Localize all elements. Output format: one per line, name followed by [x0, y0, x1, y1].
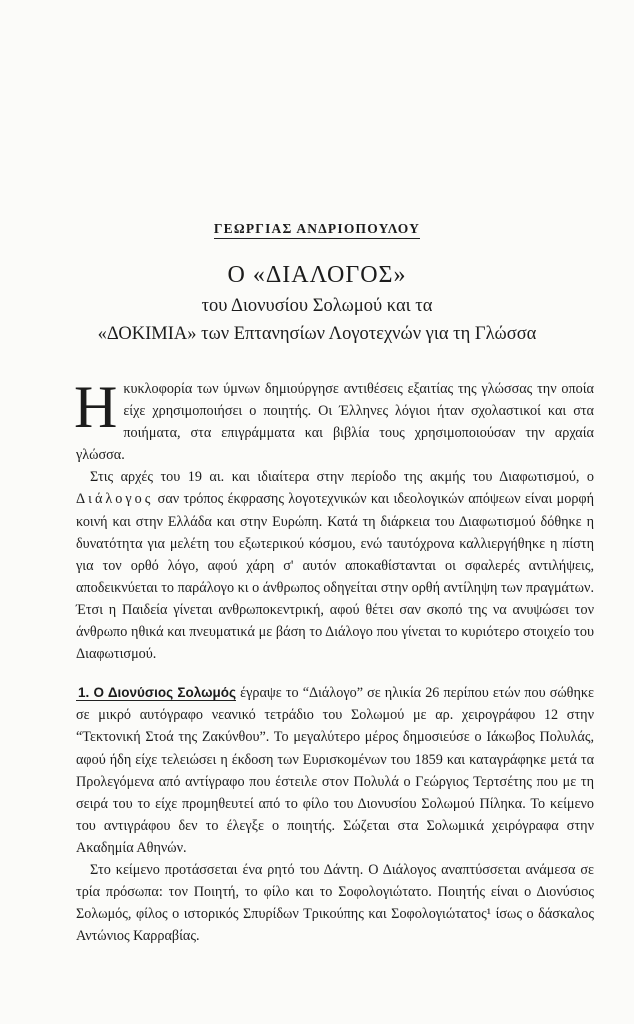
paragraph-enlightenment-part1: Στις αρχές του 19 αι. και ιδιαίτερα στην περίοδο της ακμής του Διαφωτισμού, ο	[90, 469, 594, 486]
article-title: Ο «ΔΙΑΛΟΓΟΣ»	[227, 262, 407, 288]
section-gap	[76, 665, 594, 682]
paragraph-intro	[74, 374, 594, 466]
author-name: ΓΕΩΡΓΙΑΣ ΑΝΔΡΙΟΠΟΥΛΟΥ	[214, 221, 420, 239]
spaced-term: Διάλογος	[76, 491, 154, 508]
author-line	[0, 220, 634, 238]
body-text	[74, 374, 595, 947]
drop-cap: Η	[74, 374, 118, 440]
paragraph-enlightenment	[76, 466, 594, 665]
paragraph-intro-text: κυκλοφορία των ύμνων δημιούργησε αντιθέσεις εξαιτίας της γλώσσας την οποία είχε χρησιμοποιήσει ο ποιητής. Οι Έλληνες λόγιοι ήταν σχολαστικοί και στα ποιήματα, στα επιγράμματα και βιβλία τους χρησιμοποιούσαν την αρχαία γλώσσα.	[76, 381, 594, 464]
article-subtitle-line2: «ΔΟΚΙΜΙΑ» των Επτανησίων Λογοτεχνών για τη Γλώσσα	[97, 324, 537, 344]
paragraph-section-1	[76, 682, 594, 859]
article-subtitle-line1: του Διονυσίου Σολωμού και τα	[201, 296, 433, 316]
paragraph-enlightenment-part2: σαν τρόπος έκφρασης λογοτεχνικών και ιδεολογικών απόψεων είναι μορφή κοινή και στην Ελλάδα και στην Ευρώπη. Κατά τη διάρκεια του Διαφωτισμού δόθηκε η δυνατότητα για μελέτη του εξωτερικού κόσμου, ενώ ταυτόχρονα καλλιεργήθηκε η πίστη για τον ορθό λόγο, αφού χάρη σ' αυτόν αποκαθίστανται οι σφαλερές αντιλήψεις, αποδεικνύεται το παράλογο κι ο άνθρωπος οδηγείται στην ορθή αντίληψη των πραγμάτων. Έτσι η Παιδεία γίνεται ανθρωποκεντρική, αφού θέτει σαν σκοπό της να ανυψώσει τον άνθρωπο ηθικά και πνευματικά με βάση το Διάλογο που γίνεται το κυριότερο στοιχείο του Διαφωτισμού.	[76, 491, 595, 663]
section-1-text: έγραψε το “Διάλογο” σε ηλικία 26 περίπου ετών που σώθηκε σε μικρό αυτόγραφο νεανικό τετράδιο του Σολωμού με αρ. χειρογράφου 12 στην “Τεκτονική Στοά της Ζακύνθου”. Το μεγαλύτερο μέρος δημοσιεύσε ο Ιάκωβος Πολυλάς, αφού ήδη είχε τελειώσει η έκδοση των Ευρισκομένων του 1859 και καταγράφηκε μετά τα Προλεγόμενα από αντίγραφο που έστειλε στον Πολυλά ο Γεώργιος Τερτσέτης που με τη σειρά του το είχε προμηθευτεί από το φίλο του Διονυσίου Σολωμού Πίληκα. Το κείμενο του αντιγράφου δεν το έλεγξε ο ποιητής. Σώζεται στα Σολωμικά χειρόγραφα στην Ακαδημία Αθηνών.	[76, 685, 595, 856]
paragraph-dialogue-persons: Στο κείμενο προτάσσεται ένα ρητό του Δάντη. Ο Διάλογος αναπτύσσεται ανάμεσα σε τρία πρόσωπα: τον Ποιητή, το φίλο και το Σοφολογιώτατο. Ποιητής είναι ο Διονύσιος Σολωμός, φίλος ο ιστορικός Σπυρίδων Τρικούπης και Σοφολογιώτατος¹ ίσως ο δάσκαλος Αντώνιος Καρραβίας.	[76, 861, 594, 945]
section-heading: 1. Ο Διονύσιος Σολωμός	[78, 685, 237, 701]
